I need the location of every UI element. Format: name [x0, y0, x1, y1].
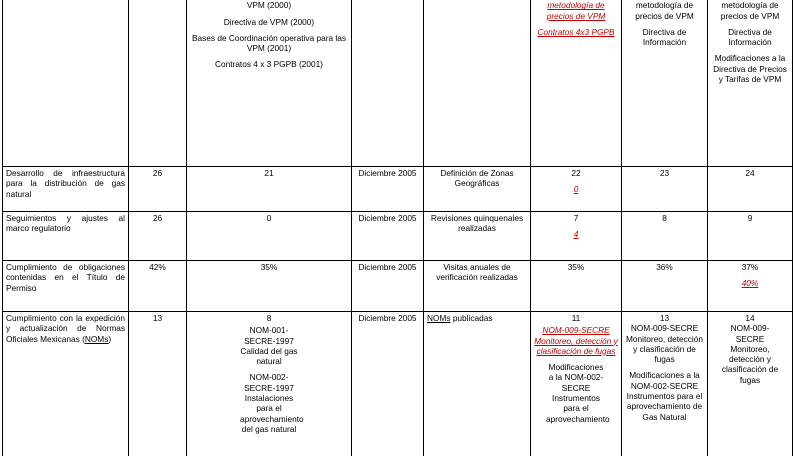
header-note: VPM (2000): [246, 0, 292, 11]
value-cell: 26: [129, 167, 187, 212]
header-cell-2005: [622, 0, 708, 167]
value-cell: [187, 312, 352, 456]
revised-note: NOM-009-SECRE Monitoreo, detección y clasificación de fugas: [534, 325, 618, 356]
value-cell: 24: [708, 167, 793, 212]
goals-table: [2, 0, 793, 456]
header-cell-objective: [3, 0, 129, 167]
value-cell: 35%: [531, 261, 622, 312]
nom-note: NOM-009-SECRE Monitoreo, detección y clasificación de fugas: [721, 323, 779, 385]
date-cell: Diciembre 2005: [352, 167, 424, 212]
header-note: metodología de precios de VPM: [635, 0, 694, 21]
value-cell: 9: [708, 212, 793, 261]
value: 11: [571, 313, 581, 323]
header-cell-instruments: [187, 0, 352, 167]
objective-cell: Cumplimiento de obligaciones contenidas en el Título de Permiso: [3, 261, 129, 312]
date-cell: Diciembre 2005: [352, 212, 424, 261]
table-row: [3, 212, 793, 261]
value-cell: [531, 312, 622, 456]
header-note: metodología de precios de VPM: [720, 0, 780, 21]
value-cell: [708, 261, 793, 312]
value: 7: [573, 213, 579, 223]
nom-note: Modificaciones a la NOM-002-SECRE Instrumentos para el aprovechamiento de Gas Natural: [626, 370, 703, 422]
nom-note: NOM-001-SECRE-1997 Calidad del gas natural: [240, 325, 298, 367]
value-cell: [708, 312, 793, 456]
header-cell-date: [352, 0, 424, 167]
date-cell: Diciembre 2005: [352, 312, 424, 456]
header-row: [3, 0, 793, 167]
value: 13: [659, 313, 670, 323]
revised-value: 4: [573, 229, 579, 240]
value-cell: 26: [129, 212, 187, 261]
header-note: Directiva de VPM (2000): [223, 16, 315, 27]
header-note: Directiva de Información: [728, 26, 772, 48]
indicator-cell: Revisiones quinquenales realizadas: [424, 212, 531, 261]
nom-note: NOM-009-SECRE Monitoreo, detección y clasificación de fugas: [625, 323, 704, 365]
objective-text: Cumplimiento con la expedición y actualización de Normas Oficiales Mexicanas (: [6, 313, 125, 344]
objective-cell: Seguimientos y ajustes al marco regulatorio: [3, 212, 129, 261]
value: 8: [266, 313, 272, 323]
indicator-cell: Definición de Zonas Geográficas: [424, 167, 531, 212]
value-cell: 36%: [622, 261, 708, 312]
value-cell: [531, 212, 622, 261]
nom-abbreviation: NOMs: [84, 333, 109, 344]
value-cell: 42%: [129, 261, 187, 312]
value-cell: 21: [187, 167, 352, 212]
header-note: Modificaciones a la Directiva de Precios y Tarifas de VPM: [713, 53, 787, 85]
value: 22: [571, 168, 581, 178]
header-note: Contratos 4 x 3 PGPB (2001): [215, 59, 323, 70]
header-cell-indicator: [424, 0, 531, 167]
header-cell-baseline: [129, 0, 187, 167]
nom-note: Modificaciones a la NOM-002-SECRE Instrumentos para el aprovechamiento: [546, 362, 610, 424]
revised-value: 40%: [741, 278, 759, 289]
objective-cell: [3, 312, 129, 456]
nom-note: NOM-002-SECRE-1997 Instalaciones para el aprovechamiento del gas natural: [240, 372, 304, 434]
value-cell: 35%: [187, 261, 352, 312]
value-cell: [531, 167, 622, 212]
header-cell-2006: [708, 0, 793, 167]
header-note-revised: metodología de precios de VPM: [546, 0, 606, 21]
value-cell: 0: [187, 212, 352, 261]
objective-text-end: ): [108, 333, 112, 344]
header-cell-2004: [531, 0, 622, 167]
table-row: [3, 312, 793, 456]
header-note-revised: Contratos 4x3 PGPB: [537, 26, 615, 37]
objective-cell: Desarrollo de infraestructura para la distribución de gas natural: [3, 167, 129, 212]
value-cell: 23: [622, 167, 708, 212]
header-note: Directiva de Información: [642, 26, 687, 48]
indicator-text: publicadas: [450, 313, 493, 323]
value: 14: [745, 313, 755, 323]
table-row: [3, 261, 793, 312]
table-row: [3, 167, 793, 212]
value: 37%: [741, 262, 759, 272]
value-cell: [622, 312, 708, 456]
indicator-cell: Visitas anuales de verificación realizadas: [424, 261, 531, 312]
value-cell: 8: [622, 212, 708, 261]
header-note: Bases de Coordinación operativa para las VPM (2001): [191, 32, 347, 54]
date-cell: Diciembre 2005: [352, 261, 424, 312]
nom-abbreviation: NOMs: [427, 313, 451, 323]
indicator-cell: [424, 312, 531, 456]
value-cell: 13: [129, 312, 187, 456]
revised-value: 0: [573, 184, 579, 195]
